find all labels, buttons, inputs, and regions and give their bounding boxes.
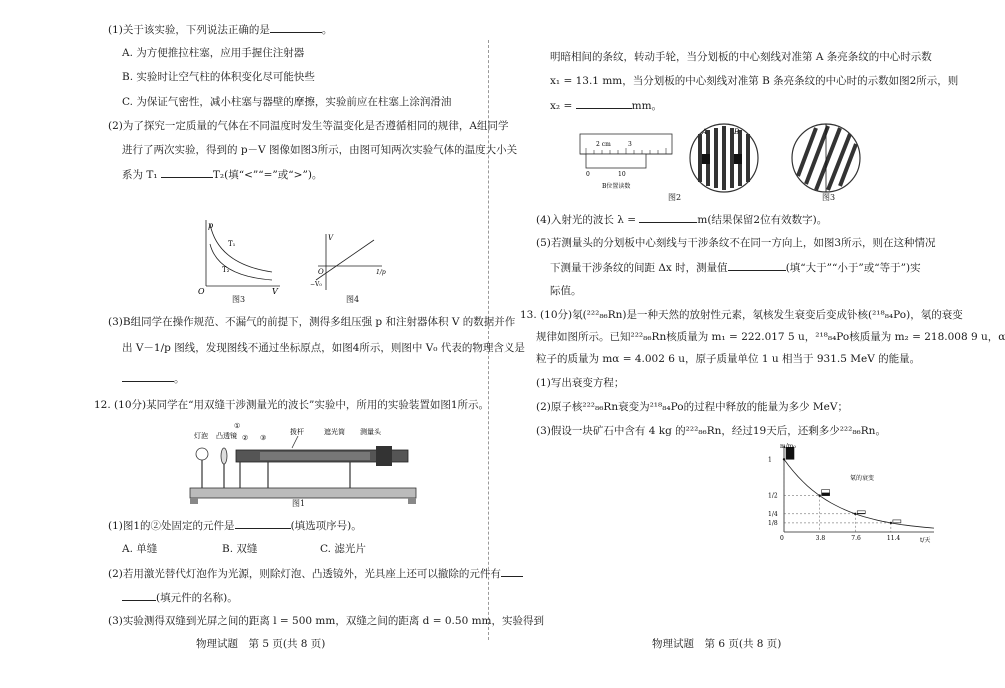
x-axis-label: t/天 bbox=[920, 537, 931, 544]
b-reading-label: B位置读数 bbox=[602, 183, 631, 190]
q12-option-b: B. 双缝 bbox=[222, 543, 258, 555]
figure-1-caption: 图1 bbox=[292, 499, 306, 508]
data-point-3 bbox=[890, 522, 892, 524]
q13-sub2: (2)原子核²²²₈₆Rn衰变为²¹⁸₈₄Po的过程中释放的能量为多少 MeV； bbox=[536, 401, 848, 413]
answer-blank[interactable] bbox=[728, 260, 786, 271]
y-axis-label: m/m₀ bbox=[780, 443, 796, 450]
q12-5-line3: 际值。 bbox=[550, 285, 582, 297]
sample-fill-2 bbox=[857, 513, 865, 514]
sample-fill-1 bbox=[822, 493, 830, 496]
q12-option-a: A. 单缝 bbox=[122, 543, 158, 555]
label-a: A bbox=[702, 128, 708, 136]
answer-blank[interactable] bbox=[122, 590, 156, 601]
answer-blank[interactable] bbox=[576, 98, 632, 109]
x-tick-3: 11.4 bbox=[886, 535, 901, 542]
sample-box-3 bbox=[893, 520, 901, 523]
cont-line1: 明暗相间的条纹，转动手轮，当分划板的中心刻线对准第 A 条亮条纹的中心时示数 bbox=[550, 51, 932, 63]
x-axis-label: 1/p bbox=[376, 269, 386, 276]
q12-2-line1: (2)若用激光替代灯泡作为光源，则除灯泡、凸透镜外，光具座上还可以撤除的元件有 bbox=[108, 566, 523, 581]
y-tick-3: 1/8 bbox=[768, 519, 778, 527]
q13-line1: 13. (10分)氡(²²²₈₆Rn)是一种天然的放射性元素，氡核发生衰变后变成钋核(²¹⁸₈₄Po)，氡的衰变 bbox=[520, 309, 963, 321]
decay-curve bbox=[784, 459, 934, 528]
answer-blank[interactable] bbox=[235, 518, 291, 529]
v-axis-label: V bbox=[328, 234, 334, 242]
chart-title: 氡的衰变 bbox=[850, 475, 875, 482]
v0-label: −V₀ bbox=[310, 281, 322, 288]
figure-3-caption: 图3 bbox=[232, 295, 246, 304]
figure-2-caption: 图2 bbox=[668, 193, 682, 202]
q12-4: (4)入射光的波长 λ = m(结果保留2位有效数字)。 bbox=[536, 214, 828, 226]
figure-3-tilted-fringes bbox=[788, 120, 864, 196]
figure-3-right-caption: 图3 bbox=[822, 193, 836, 202]
q11-1-stem: (1)关于该实验，下列说法正确的是 。 bbox=[108, 24, 333, 36]
y-tick-1: 1/2 bbox=[768, 492, 778, 500]
q11-2-line2: 进行了两次实验，得到的 p－V 图像如图3所示，由图可知两次实验气体的温度大小关 bbox=[122, 144, 518, 156]
lamp-icon bbox=[196, 448, 208, 460]
data-point-2 bbox=[854, 513, 856, 515]
answer-blank[interactable] bbox=[161, 167, 213, 178]
option-b: B. 实验时让空气柱的体积变化尽可能快些 bbox=[122, 71, 315, 83]
y-tick-2: 1/4 bbox=[768, 510, 778, 518]
q11-3-line1: (3)B组同学在操作规范、不漏气的前提下，测得多组压强 p 和注射器体积 V 的数据并作 bbox=[108, 316, 516, 328]
scale-2cm: 2 cm bbox=[596, 141, 611, 148]
label-head: 测量头 bbox=[360, 428, 381, 436]
figure-4-v-1p-graph bbox=[310, 228, 390, 296]
t2-label: T₂ bbox=[222, 266, 230, 274]
cont-line2: x₁ = 13.1 mm，当分划板的中心刻线对准第 B 条亮条纹的中心时的示数如图2所示，则 bbox=[550, 75, 959, 87]
q12-title: 12. (10分)某同学在“用双缝干涉测量光的波长”实验中，所用的实验装置如图1所示。 bbox=[94, 399, 490, 411]
p-axis-label: p bbox=[208, 221, 214, 230]
cont-line3: x₂ = mm。 bbox=[550, 100, 663, 112]
answer-blank[interactable] bbox=[122, 371, 174, 382]
scale-0: 0 bbox=[586, 171, 590, 178]
label-1: ① bbox=[234, 422, 241, 430]
answer-blank[interactable] bbox=[270, 22, 322, 33]
figure-4-caption: 图4 bbox=[346, 295, 360, 304]
q13-line3: 粒子的质量为 mα = 4.002 6 u，原子质量单位 1 u 相当于 931.5 MeV 的能量。 bbox=[536, 353, 921, 365]
origin-label: O bbox=[318, 268, 324, 276]
y-tick-0: 1 bbox=[768, 456, 772, 464]
figure-3-pv-graph bbox=[196, 214, 286, 294]
q11-2-line1: (2)为了探究一定质量的气体在不同温度时发生等温变化是否遵循相同的规律，A组同学 bbox=[108, 120, 509, 132]
q12-5-line2: 下测量干涉条纹的间距 Δx 时，测量值 (填“大于”“小于”或“等于”)实 bbox=[550, 262, 921, 274]
q12-2-line2: (填元件的名称)。 bbox=[122, 590, 238, 605]
figure-2-vernier bbox=[576, 126, 676, 194]
right-page bbox=[490, 0, 1005, 688]
scale-3: 3 bbox=[628, 141, 632, 148]
x-tick-1: 3.8 bbox=[815, 535, 826, 542]
v-axis-label: V bbox=[272, 287, 278, 296]
scale-10: 10 bbox=[618, 171, 626, 178]
origin-label: O bbox=[198, 287, 205, 296]
t1-label: T₁ bbox=[228, 240, 236, 248]
q12-5-line1: (5)若测量头的分划板中心刻线与干涉条纹不在同一方向上，如图3所示，则在这种情况 bbox=[536, 237, 936, 249]
x-tick-2: 7.6 bbox=[851, 535, 861, 542]
q11-3-line2: 出 V－1/p 图线，发现图线不通过坐标原点，如图4所示，则图中 V₀ 代表的物理含义是 bbox=[122, 342, 525, 354]
label-tube: 遮光筒 bbox=[324, 428, 345, 436]
option-a: A. 为方便推拉柱塞，应用手握住注射器 bbox=[122, 47, 305, 59]
label-lamp: 灯泡 bbox=[194, 432, 208, 440]
page-footer-5: 物理试题 第 5 页(共 8 页) bbox=[196, 638, 326, 650]
q12-option-c: C. 滤光片 bbox=[320, 543, 366, 555]
label-2: ② bbox=[242, 434, 249, 442]
data-point-1 bbox=[818, 494, 820, 496]
label-b: B bbox=[734, 128, 740, 136]
q13-line2: 规律如图所示。已知²²²₈₆Rn核质量为 m₁ = 222.017 5 u，²¹⁸₈₄Po核质量为 m₂ = 218.008 9 u，α bbox=[536, 331, 1005, 343]
q11-2-line3: 系为 T₁ T₂(填“<”“=”或“>”)。 bbox=[122, 169, 323, 181]
x-tick-0: 0 bbox=[780, 535, 784, 542]
option-c: C. 为保证气密性，减小柱塞与器壁的摩擦，实验前应在柱塞上涂润滑油 bbox=[122, 96, 452, 108]
lens-icon bbox=[221, 448, 227, 464]
data-point-0 bbox=[783, 458, 785, 460]
q13-sub1: (1)写出衰变方程； bbox=[536, 377, 625, 389]
answer-blank[interactable] bbox=[639, 212, 697, 223]
q12-1: (1)图1的②处固定的元件是 (填选项序号)。 bbox=[108, 520, 362, 532]
page-footer-6: 物理试题 第 6 页(共 8 页) bbox=[652, 638, 782, 650]
label-lens: 凸透镜 bbox=[216, 432, 237, 440]
label-3: ③ bbox=[260, 434, 267, 442]
figure-2-fringes bbox=[686, 120, 762, 196]
label-lever: 拨杆 bbox=[290, 428, 304, 436]
q11-3-line3: 。 bbox=[122, 371, 185, 386]
q12-3-line1: (3)实验测得双缝到光屏之间的距离 l = 500 mm，双缝之间的距离 d = 0.50 mm，实验得到 bbox=[108, 615, 544, 627]
radon-decay-chart bbox=[768, 440, 950, 544]
figure-1-apparatus bbox=[180, 418, 420, 510]
q13-sub3: (3)假设一块矿石中含有 4 kg 的²²²₈₆Rn，经过19天后，还剩多少²²²₈₆Rn。 bbox=[536, 425, 886, 437]
